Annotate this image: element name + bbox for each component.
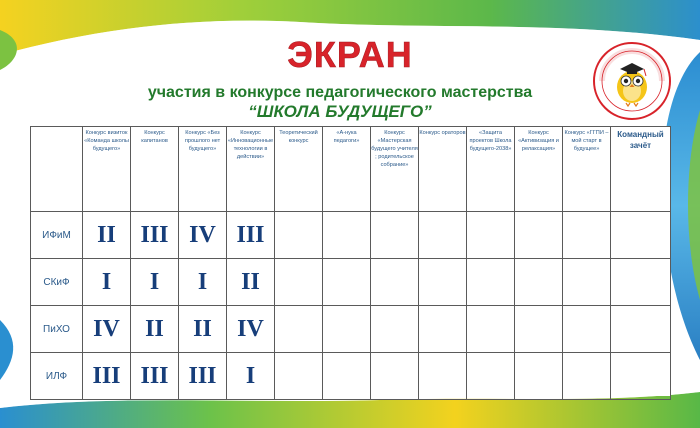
score-cell: III [131, 212, 179, 259]
competition-name: “ШКОЛА БУДУЩЕГО” [248, 102, 432, 121]
table-header-row [31, 127, 671, 212]
column-header: Конкурс ораторов [419, 127, 467, 212]
score-cell [515, 212, 563, 259]
team-name: ИФиМ [31, 212, 83, 259]
score-cell [371, 306, 419, 353]
owl-graduate-icon [592, 41, 672, 121]
score-cell [467, 212, 515, 259]
score-cell [563, 353, 611, 400]
score-cell [371, 353, 419, 400]
score-cell [323, 353, 371, 400]
score-cell [323, 212, 371, 259]
column-header: «А-нука педагоги» [323, 127, 371, 212]
score-cell [275, 306, 323, 353]
column-header: Теоретический конкурс [275, 127, 323, 212]
score-cell: IV [83, 306, 131, 353]
score-cell [467, 306, 515, 353]
table-row [31, 259, 671, 306]
score-cell [419, 259, 467, 306]
score-cell: III [227, 212, 275, 259]
column-header: Конкурс «Активизация и релаксация» [515, 127, 563, 212]
team-total-cell [611, 259, 671, 306]
score-cell [371, 259, 419, 306]
table-row [31, 353, 671, 400]
score-cell [419, 353, 467, 400]
column-header: Конкурс «Без прошлого нет будущего» [179, 127, 227, 212]
team-name: ИЛФ [31, 353, 83, 400]
table-row [31, 306, 671, 353]
column-header: Конкурс «Инновационные технологии в действии» [227, 127, 275, 212]
table-row [31, 212, 671, 259]
score-cell: I [227, 353, 275, 400]
score-cell [275, 353, 323, 400]
column-header: Конкурс капитанов [131, 127, 179, 212]
team-total-cell [611, 212, 671, 259]
team-total-cell [611, 353, 671, 400]
score-cell: I [131, 259, 179, 306]
results-table [30, 126, 671, 400]
score-cell: I [83, 259, 131, 306]
team-total-cell [611, 306, 671, 353]
score-cell: II [131, 306, 179, 353]
score-cell [419, 306, 467, 353]
page-title: ЭКРАН [287, 34, 413, 75]
score-cell: IV [227, 306, 275, 353]
score-cell [515, 306, 563, 353]
column-header: «Защита проектов Школа будущего-2038» [467, 127, 515, 212]
team-name: ПиХО [31, 306, 83, 353]
column-header: Конкурс «Мастерская будущего учителя ; родительское собрание» [371, 127, 419, 212]
column-header: Конкурс «ГГПИ – мой старт в будущее» [563, 127, 611, 212]
score-cell [371, 212, 419, 259]
team-name: СКиФ [31, 259, 83, 306]
score-cell [467, 259, 515, 306]
score-cell: III [83, 353, 131, 400]
score-cell [419, 212, 467, 259]
score-cell [275, 212, 323, 259]
page-subtitle: участия в конкурсе педагогического мастерства [147, 84, 533, 101]
score-cell [275, 259, 323, 306]
score-cell [515, 259, 563, 306]
table-header-corner [31, 127, 83, 212]
score-cell [563, 259, 611, 306]
score-cell [323, 259, 371, 306]
score-cell: III [179, 353, 227, 400]
score-cell [323, 306, 371, 353]
score-cell: III [131, 353, 179, 400]
score-cell: II [227, 259, 275, 306]
column-header-team-total: Командный зачёт [611, 127, 671, 212]
score-cell [563, 306, 611, 353]
score-cell: II [179, 306, 227, 353]
score-cell [515, 353, 563, 400]
score-cell: IV [179, 212, 227, 259]
results-table-wrapper [30, 126, 670, 396]
column-header: Конкурс визиток «Команда школы будущего» [83, 127, 131, 212]
score-cell: I [179, 259, 227, 306]
score-cell [467, 353, 515, 400]
score-cell [563, 212, 611, 259]
score-cell: II [83, 212, 131, 259]
